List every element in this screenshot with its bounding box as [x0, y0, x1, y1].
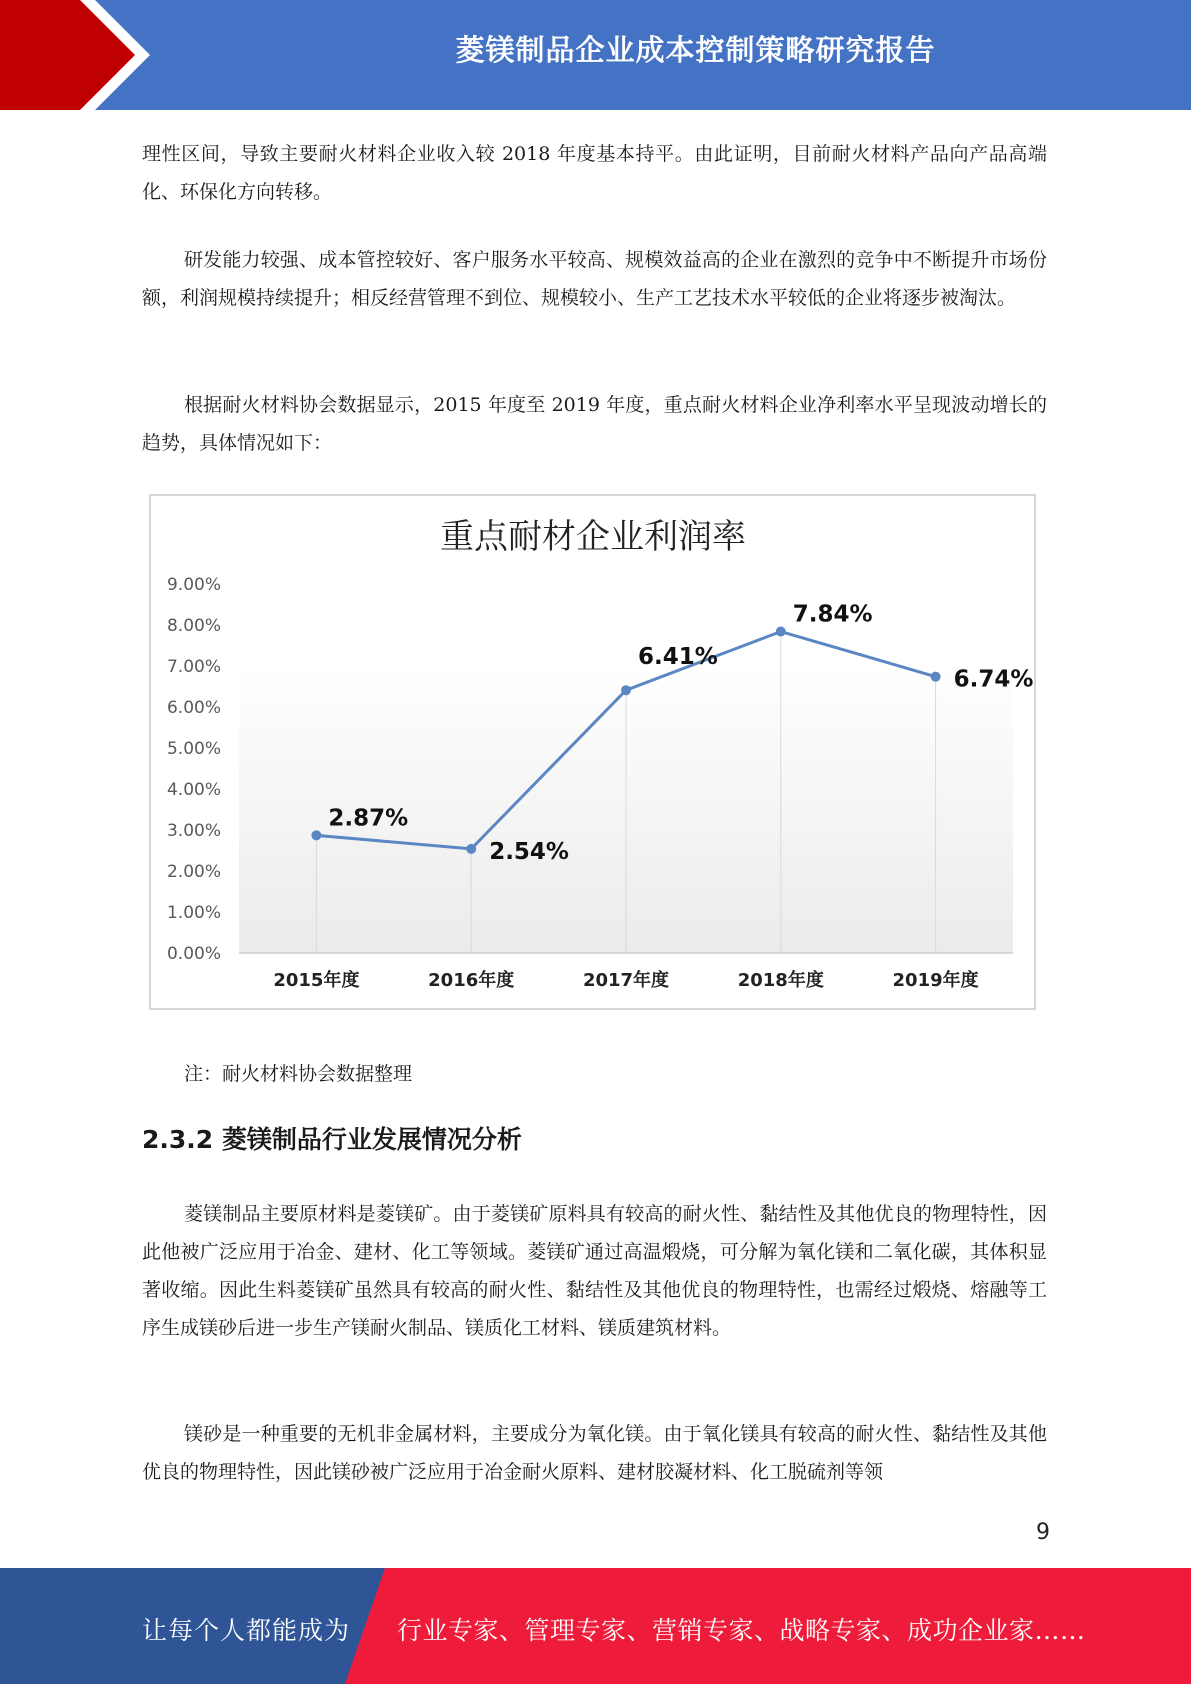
y-tick-label: 8.00%: [166, 616, 221, 636]
section-heading: 2.3.2 菱镁制品行业发展情况分析: [142, 1125, 522, 1154]
chart-title: 重点耐材企业利润率: [440, 517, 746, 557]
data-label: 7.84%: [792, 601, 873, 628]
data-label: 2.54%: [489, 838, 569, 865]
profit-rate-chart: [149, 494, 1036, 1010]
y-tick-label: 7.00%: [166, 657, 221, 677]
data-point: [466, 844, 476, 854]
chart-svg: [151, 496, 1034, 1008]
y-tick-label: 6.00%: [166, 698, 221, 718]
y-tick-label: 0.00%: [166, 944, 221, 964]
y-tick-label: 9.00%: [166, 575, 221, 595]
x-tick-label: 2015年度: [273, 970, 360, 991]
y-tick-label: 5.00%: [166, 739, 221, 759]
x-tick-label: 2018年度: [737, 970, 824, 991]
data-point: [931, 672, 941, 682]
page-header: [0, 0, 1191, 110]
paragraph-2: 研发能力较强、成本管控较好、客户服务水平较高、规模效益高的企业在激烈的竞争中不断提升市场份额，利润规模持续提升；相反经营管理不到位、规模较小、生产工艺技术水平较低的企业将逐步被淘汰。: [142, 249, 1047, 309]
footer-slogan-right: 行业专家、管理专家、营销专家、战略专家、成功企业家……: [397, 1616, 1086, 1645]
paragraph-3: 根据耐火材料协会数据显示，2015 年度至 2019 年度，重点耐火材料企业净利率水平呈现波动增长的趋势，具体情况如下：: [142, 394, 1047, 454]
paragraph-4: 菱镁制品主要原材料是菱镁矿。由于菱镁矿原料具有较高的耐火性、黏结性及其他优良的物理特性，因此他被广泛应用于冶金、建材、化工等领域。菱镁矿通过高温煅烧，可分解为氧化镁和二氧化碳，其体积显著收缩。因此生料菱镁矿虽然具有较高的耐火性、黏结性及其他优良的物理特性，也需经过煅烧、熔融等工序生成镁砂后进一步生产镁耐火制品、镁质化工材料、镁质建筑材料。: [142, 1203, 1047, 1339]
footer-slogan-left: 让每个人都能成为: [142, 1616, 351, 1645]
data-label: 2.87%: [328, 805, 409, 832]
data-point: [621, 685, 631, 695]
data-label: 6.41%: [638, 644, 718, 671]
page-footer: [0, 1568, 1191, 1684]
data-label: 6.74%: [953, 666, 1034, 693]
data-point: [776, 627, 786, 637]
y-tick-label: 1.00%: [166, 903, 221, 923]
data-point: [311, 830, 321, 840]
y-tick-label: 4.00%: [166, 780, 221, 800]
y-tick-label: 3.00%: [166, 821, 221, 841]
x-tick-label: 2019年度: [892, 970, 979, 991]
page-number: 9: [1036, 1520, 1050, 1545]
paragraph-5: 镁砂是一种重要的无机非金属材料，主要成分为氧化镁。由于氧化镁具有较高的耐火性、黏结性及其他优良的物理特性，因此镁砂被广泛应用于冶金耐火原料、建材胶凝材料、化工脱硫剂等领: [142, 1423, 1047, 1483]
y-tick-label: 2.00%: [166, 862, 221, 882]
header-chevron-icon: [0, 0, 160, 110]
x-tick-label: 2017年度: [582, 970, 670, 991]
x-tick-label: 2016年度: [428, 970, 515, 991]
header-title: 菱镁制品企业成本控制策略研究报告: [455, 33, 936, 67]
source-note: 注：耐火材料协会数据整理: [184, 1063, 413, 1085]
paragraph-1: 理性区间，导致主要耐火材料企业收入较 2018 年度基本持平。由此证明，目前耐火材料产品向产品高端化、环保化方向转移。: [142, 143, 1047, 203]
